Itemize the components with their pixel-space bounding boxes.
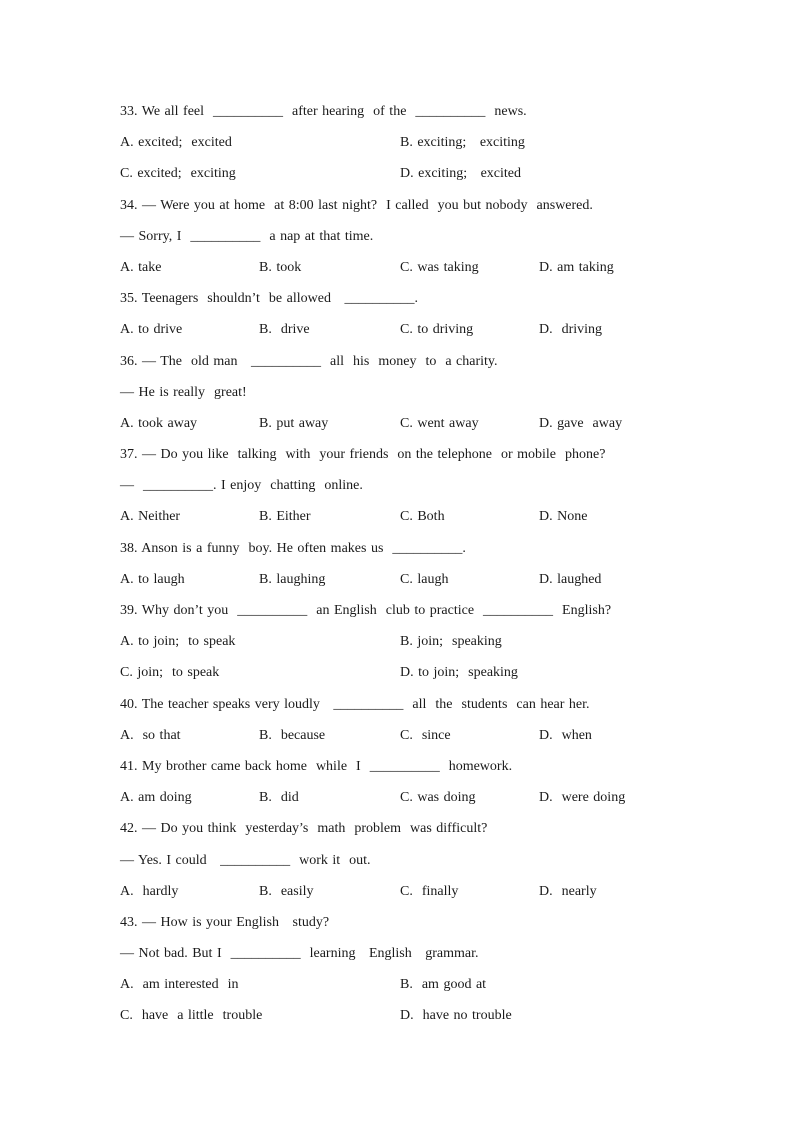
dialogue-line: — Yes. I could __________ work it out. — [120, 852, 371, 868]
answer-option-c: C. was doing — [400, 790, 476, 806]
question-item — [120, 756, 680, 818]
answer-option-d: D. gave away — [539, 415, 623, 431]
answer-option-a: A. took away — [120, 415, 198, 431]
question-item — [120, 351, 680, 445]
dialogue-line: — __________. I enjoy chatting online. — [120, 478, 363, 494]
answer-option-b: B. easily — [259, 883, 314, 899]
question-item — [120, 818, 680, 912]
question-item — [120, 600, 680, 694]
question-item — [120, 912, 680, 1037]
answer-option-c: C. finally — [400, 883, 459, 899]
answer-option-a: A. so that — [120, 727, 181, 743]
question-stem: 34. — Were you at home at 8:00 last night? I called you but nobody answered. — [120, 197, 593, 213]
options-row — [120, 163, 680, 194]
answer-option-b: B. join; speaking — [400, 634, 502, 650]
answer-option-c: C. Both — [400, 509, 445, 525]
answer-option-b: B. drive — [259, 322, 310, 338]
answer-option-a: A. excited; excited — [120, 135, 232, 151]
options-row — [120, 881, 680, 912]
options-row — [120, 1005, 680, 1036]
answer-option-d: D. am taking — [539, 259, 614, 275]
answer-option-a: A. take — [120, 259, 162, 275]
answer-option-c: C. was taking — [400, 259, 479, 275]
answer-option-c: C. have a little trouble — [120, 1008, 263, 1024]
dialogue-line: — He is really great! — [120, 384, 247, 400]
dialogue-line: — Sorry, I __________ a nap at that time. — [120, 228, 374, 244]
question-stem: 37. — Do you like talking with your friends on the telephone or mobile phone? — [120, 447, 606, 463]
answer-option-a: A. hardly — [120, 883, 179, 899]
answer-option-c: C. since — [400, 727, 451, 743]
options-row — [120, 319, 680, 350]
answer-option-d: D. nearly — [539, 883, 597, 899]
question-stem: 42. — Do you think yesterday’s math problem was difficult? — [120, 821, 488, 837]
answer-option-b: B. took — [259, 259, 302, 275]
question-stem: 38. Anson is a funny boy. He often makes us __________. — [120, 540, 466, 556]
answer-option-c: C. join; to speak — [120, 665, 220, 681]
answer-option-d: D. to join; speaking — [400, 665, 518, 681]
question-stem: 40. The teacher speaks very loudly __________ all the students can hear her. — [120, 696, 590, 712]
answer-option-b: B. am good at — [400, 977, 487, 993]
question-item — [120, 101, 680, 195]
answer-option-d: D. have no trouble — [400, 1008, 512, 1024]
question-item — [120, 538, 680, 600]
options-row — [120, 631, 680, 662]
question-item — [120, 288, 680, 350]
answer-option-c: C. laugh — [400, 571, 449, 587]
options-row — [120, 506, 680, 537]
answer-option-b: B. laughing — [259, 571, 326, 587]
answer-option-d: D. exciting; excited — [400, 166, 522, 182]
options-row — [120, 257, 680, 288]
dialogue-line: — Not bad. But I __________ learning English grammar. — [120, 946, 479, 962]
question-stem: 33. We all feel __________ after hearing of the __________ news. — [120, 104, 527, 119]
question-item — [120, 195, 680, 289]
question-stem: 43. — How is your English study? — [120, 914, 330, 930]
options-row — [120, 787, 680, 818]
answer-option-c: C. to driving — [400, 322, 474, 338]
question-stem: 39. Why don’t you __________ an English club to practice __________ English? — [120, 603, 612, 618]
options-row — [120, 662, 680, 693]
answer-option-b: B. because — [259, 727, 326, 743]
answer-option-d: D. None — [539, 509, 588, 525]
options-row — [120, 132, 680, 163]
answer-option-a: A. to join; to speak — [120, 634, 236, 650]
answer-option-a: A. to laugh — [120, 571, 185, 587]
answer-option-a: A. to drive — [120, 322, 183, 338]
answer-option-d: D. when — [539, 727, 592, 743]
question-stem: 36. — The old man __________ all his money to a charity. — [120, 353, 498, 369]
answer-option-b: B. Either — [259, 509, 311, 525]
answer-option-b: B. exciting; exciting — [400, 135, 525, 151]
answer-option-d: D. laughed — [539, 571, 602, 587]
question-stem: 41. My brother came back home while I __________ homework. — [120, 758, 513, 774]
answer-option-b: B. did — [259, 790, 299, 806]
answer-option-b: B. put away — [259, 415, 329, 431]
answer-option-c: C. went away — [400, 415, 479, 431]
options-row — [120, 974, 680, 1005]
answer-option-d: D. driving — [539, 322, 603, 338]
answer-option-a: A. am doing — [120, 790, 192, 806]
options-row — [120, 413, 680, 444]
answer-option-a: A. Neither — [120, 509, 181, 525]
question-list — [120, 101, 680, 1037]
question-item — [120, 444, 680, 538]
question-item — [120, 694, 680, 756]
question-stem: 35. Teenagers shouldn’t be allowed __________. — [120, 291, 418, 307]
answer-option-d: D. were doing — [539, 790, 626, 806]
options-row — [120, 569, 680, 600]
options-row — [120, 725, 680, 756]
answer-option-c: C. excited; exciting — [120, 166, 236, 182]
answer-option-a: A. am interested in — [120, 977, 239, 993]
